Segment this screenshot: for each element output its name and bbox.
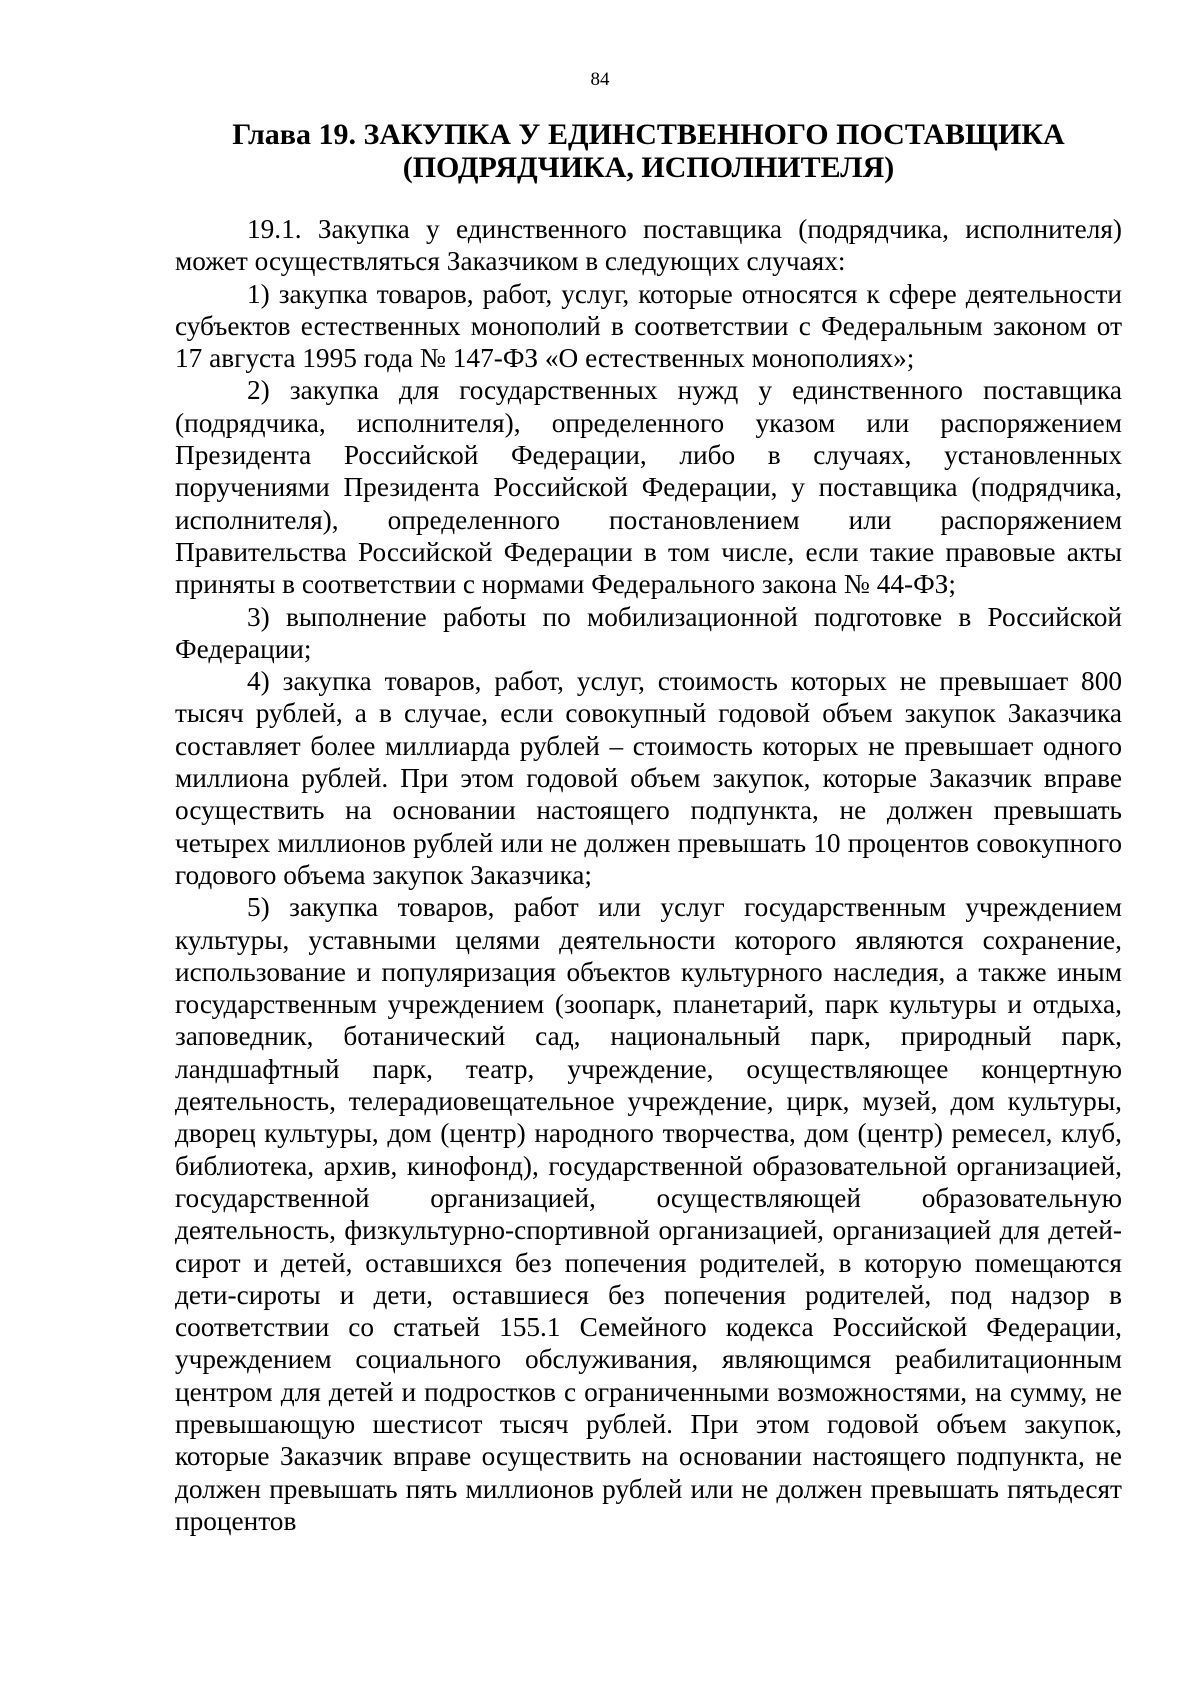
- paragraph-item-1: 1) закупка товаров, работ, услуг, которые относятся к сфере деятельности субъектов естественных монополий в соответствии с Федеральным законом от 17 августа 1995 года № 147-ФЗ «О естественных монополиях»;: [175, 278, 1122, 374]
- page-number: 84: [590, 69, 610, 90]
- chapter-title-line-1: Глава 19. ЗАКУПКА У ЕДИНСТВЕННОГО ПОСТАВЩИКА: [232, 118, 1065, 151]
- paragraph-19-1: 19.1. Закупка у единственного поставщика (подрядчика, исполнителя) может осуществляться Заказчиком в следующих случаях:: [175, 214, 1122, 277]
- chapter-title: [175, 118, 1122, 184]
- paragraph-item-4: 4) закупка товаров, работ, услуг, стоимость которых не превышает 800 тысяч рублей, а в случае, если совокупный годовой объем закупок Заказчика составляет более миллиарда рублей – стоимость которых не превышает одного миллиона рублей. При этом годовой объем закупок, которые Заказчик вправе осуществить на основании настоящего подпункта, не должен превышать четырех миллионов рублей или не должен превышать 10 процентов совокупного годового объема закупок Заказчика;: [175, 666, 1122, 890]
- paragraph-item-5: 5) закупка товаров, работ или услуг государственным учреждением культуры, уставными целями деятельности которого являются сохранение, использование и популяризация объектов культурного наследия, а также иным государственным учреждением (зоопарк, планетарий, парк культуры и отдыха, заповедник, ботанический сад, национальный парк, природный парк, ландшафтный парк, театр, учреждение, осуществляющее концертную деятельность, телерадиовещательное учреждение, цирк, музей, дом культуры, дворец культуры, дом (центр) народного творчества, дом (центр) ремесел, клуб, библиотека, архив, кинофонд), государственной образовательной организацией, государственной организацией, осуществляющей образовательную деятельность, физкультурно-спортивной организацией, организацией для детей-сирот и детей, оставшихся без попечения родителей, в которую помещаются дети-сироты и дети, оставшиеся без попечения родителей, под надзор в соответствии со статьей 155.1 Семейного кодекса Российской Федерации, учреждением социального обслуживания, являющимся реабилитационным центром для детей и подростков с ограниченными возможностями, на сумму, не превышающую шестисот тысяч рублей. При этом годовой объем закупок, которые Заказчик вправе осуществить на основании настоящего подпункта, не должен превышать пять миллионов рублей или не должен превышать пятьдесят процентов: [175, 892, 1122, 1536]
- document-body: [175, 213, 1122, 1537]
- chapter-title-line-2: (ПОДРЯДЧИКА, ИСПОЛНИТЕЛЯ): [402, 151, 895, 184]
- paragraph-item-3: 3) выполнение работы по мобилизационной подготовке в Российской Федерации;: [175, 601, 1122, 664]
- paragraph-item-2: 2) закупка для государственных нужд у единственного поставщика (подрядчика, исполнителя), определенного указом или распоряжением Президента Российской Федерации, либо в случаях, установленных поручениями Президента Российской Федерации, у поставщика (подрядчика, исполнителя), определенного постановлением или распоряжением Правительства Российской Федерации в том числе, если такие правовые акты приняты в соответствии с нормами Федерального закона № 44-ФЗ;: [175, 375, 1122, 600]
